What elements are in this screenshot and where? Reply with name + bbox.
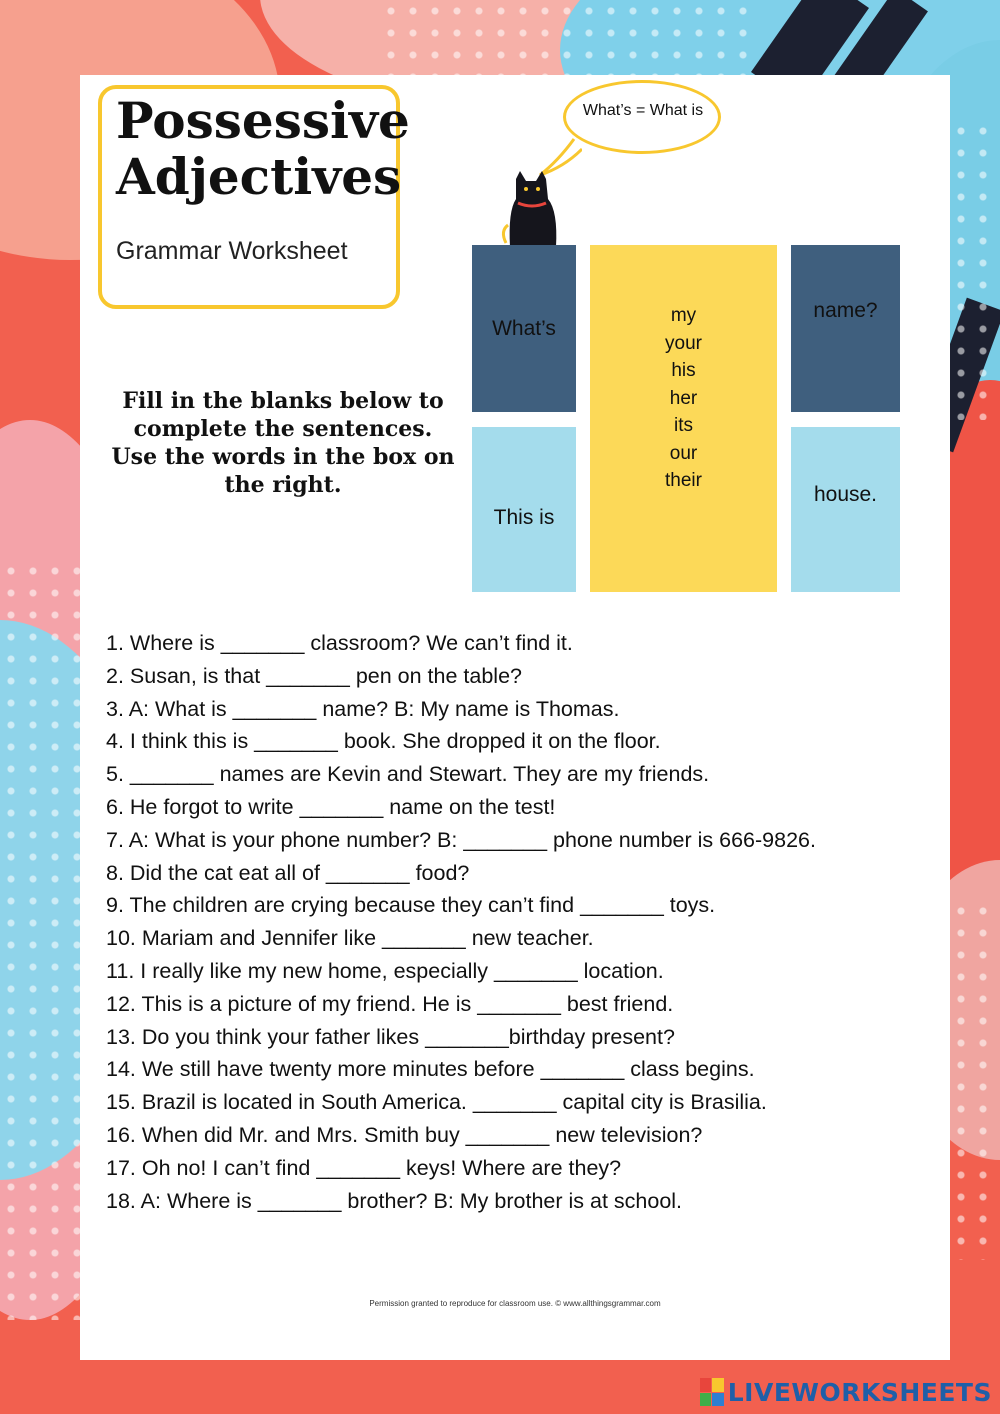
word-bank-item: your <box>665 332 702 354</box>
panel-name <box>791 245 900 412</box>
worksheet-page <box>80 75 950 1360</box>
question-item[interactable]: 10. Mariam and Jennifer like _______ new teacher. <box>106 926 594 951</box>
cat-icon <box>498 171 560 249</box>
question-item[interactable]: 11. I really like my new home, especially _______ location. <box>106 958 664 983</box>
worksheet-subtitle: Grammar Worksheet <box>116 237 348 265</box>
question-item[interactable]: 1. Where is _______ classroom? We can’t find it. <box>106 631 573 655</box>
question-item[interactable]: 6. He forgot to write _______ name on the test! <box>106 794 556 819</box>
panel-house <box>791 427 900 592</box>
liveworksheets-brand[interactable] <box>700 1376 992 1408</box>
question-item[interactable]: 8. Did the cat eat all of _______ food? <box>106 860 470 885</box>
question-item[interactable]: 9. The children are crying because they can’t find _______ toys. <box>106 893 716 918</box>
panel-this-is <box>472 427 576 592</box>
word-bank-item: his <box>671 360 696 382</box>
title-box <box>98 85 410 309</box>
instructions-text: Fill in the blanks below to complete the sentences. Use the words in the box on the right. <box>111 388 455 498</box>
question-item[interactable]: 15. Brazil is located in South America. _______ capital city is Brasilia. <box>106 1090 767 1115</box>
question-item[interactable]: 5. _______ names are Kevin and Stewart. They are my friends. <box>106 762 710 787</box>
question-item[interactable]: 7. A: What is your phone number? B: _______ phone number is 666-9826. <box>106 827 816 852</box>
liveworksheets-logo-icon <box>700 1378 724 1406</box>
word-bank-panel <box>590 245 777 592</box>
liveworksheets-logo-text: LIVEWORKSHEETS <box>727 1377 992 1407</box>
panel-name-label: name? <box>813 299 878 322</box>
speech-bubble-text: What’s = What is <box>582 102 704 119</box>
word-bank-item: its <box>674 415 693 437</box>
question-item[interactable]: 3. A: What is _______ name? B: My name is Thomas. <box>106 696 620 721</box>
question-item[interactable]: 17. Oh no! I can’t find _______ keys! Where are they? <box>106 1155 622 1180</box>
question-item[interactable]: 16. When did Mr. and Mrs. Smith buy _______ new television? <box>106 1122 703 1147</box>
word-bank-item: our <box>669 442 698 464</box>
panel-this-is-label: This is <box>493 505 555 529</box>
panel-whats-label: What’s <box>492 316 556 340</box>
question-item[interactable]: 18. A: Where is _______ brother? B: My brother is at school. <box>106 1188 683 1213</box>
word-bank-item: their <box>665 470 702 492</box>
copyright-footer: Permission granted to reproduce for classroom use. © www.allthingsgrammar.com <box>369 1299 661 1308</box>
question-item[interactable]: 13. Do you think your father likes _______birthday present? <box>106 1024 675 1049</box>
word-bank-item: my <box>670 305 697 327</box>
word-bank-item: her <box>669 387 698 409</box>
question-item[interactable]: 4. I think this is _______ book. She dropped it on the floor. <box>106 729 661 754</box>
panel-house-label: house. <box>813 482 878 506</box>
worksheet-title: Possessive Adjectives <box>116 91 410 206</box>
question-item[interactable]: 14. We still have twenty more minutes before _______ class begins. <box>106 1057 755 1082</box>
question-list <box>106 627 946 1217</box>
panel-whats <box>472 245 576 412</box>
question-item[interactable]: 2. Susan, is that _______ pen on the table? <box>106 663 522 688</box>
question-item[interactable]: 12. This is a picture of my friend. He is _______ best friend. <box>106 991 674 1016</box>
